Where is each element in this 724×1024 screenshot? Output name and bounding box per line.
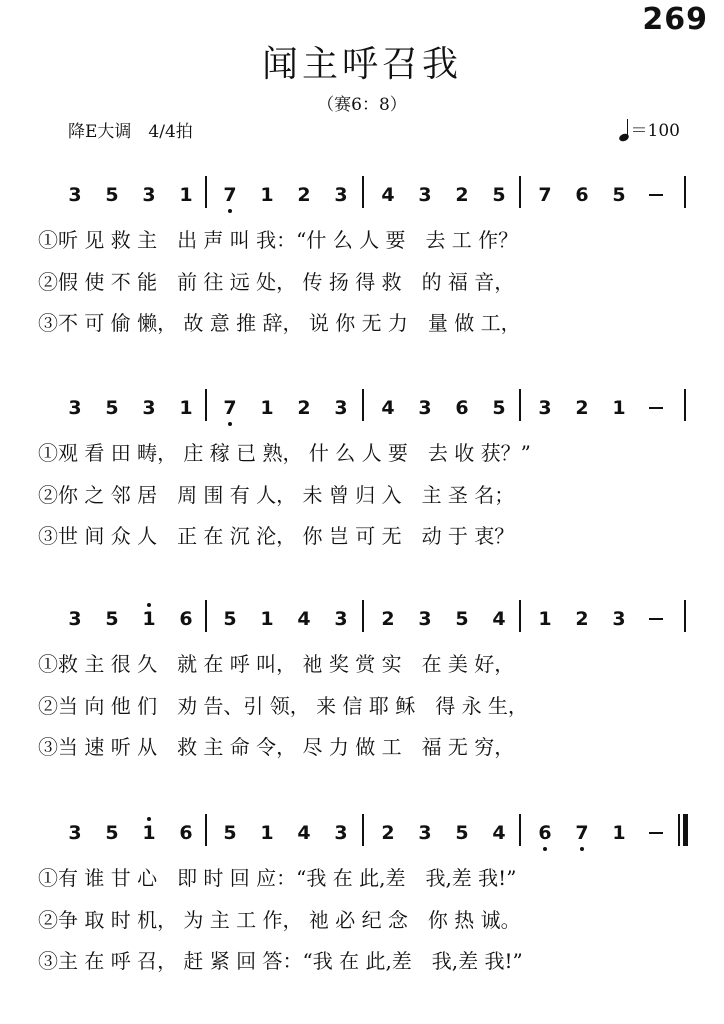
note: 5: [492, 184, 506, 206]
note: 1: [179, 184, 193, 206]
note: 3: [334, 822, 348, 844]
barline: [362, 814, 364, 846]
page-number: 269: [642, 2, 708, 37]
music-row: [0, 176, 724, 216]
lyric-line: ③世 间 众 人 正 在 沉 沦， 你 岂 可 无 动 于 衷？: [38, 524, 515, 548]
note: 1: [538, 608, 552, 630]
octave-up-dot: [147, 603, 151, 607]
note: 2: [381, 822, 395, 844]
note: 5: [105, 397, 119, 419]
final-barline-thin: [678, 814, 680, 846]
sustain-dash: [649, 407, 663, 409]
note: 7: [538, 184, 552, 206]
scripture-reference: （赛6：8）: [317, 95, 407, 115]
note: 3: [68, 184, 82, 206]
lyric-line: ②假 使 不 能 前 往 远 处， 传 扬 得 救 的 福 音，: [38, 270, 515, 294]
note: 6: [575, 184, 589, 206]
note: 4: [492, 608, 506, 630]
lyric-line: ②当 向 他 们 劝 告、引 领， 来 信 耶 稣 得 永 生，: [38, 694, 528, 718]
note: 3: [334, 608, 348, 630]
tempo-marking: [619, 116, 680, 141]
note: 7: [220, 397, 240, 419]
note: 3: [68, 608, 82, 630]
barline: [684, 389, 686, 421]
octave-down-dot: [543, 847, 547, 851]
note: 5: [455, 822, 469, 844]
sustain-dash: [649, 832, 663, 834]
music-row: [0, 389, 724, 429]
barline: [684, 176, 686, 208]
barline: [362, 389, 364, 421]
octave-down-dot: [228, 209, 232, 213]
quarter-note-icon: [619, 119, 629, 141]
final-barline-thick: [683, 814, 688, 846]
lyric-line: ③不 可 偷 懒， 故 意 推 辞， 说 你 无 力 量 做 工，: [38, 311, 521, 335]
note: 1: [260, 397, 274, 419]
note: 3: [418, 822, 432, 844]
lyric-line: ③主 在 呼 召， 赶 紧 回 答：“我 在 此,差 我,差 我!”: [38, 949, 523, 973]
note: 2: [575, 397, 589, 419]
tempo-value: ＝100: [630, 121, 680, 141]
note: 3: [418, 397, 432, 419]
note: 5: [455, 608, 469, 630]
barline: [205, 389, 207, 421]
note: 3: [418, 184, 432, 206]
lyric-line: ①听 见 救 主 出 声 叫 我：“什 么 人 要 去 工 作？: [38, 228, 519, 252]
barline: [519, 389, 521, 421]
note: 1: [612, 397, 626, 419]
sustain-dash: [649, 618, 663, 620]
barline: [519, 600, 521, 632]
note: 4: [381, 184, 395, 206]
note: 3: [142, 184, 156, 206]
note: 2: [297, 184, 311, 206]
note: 7: [572, 822, 592, 844]
octave-up-dot: [147, 817, 151, 821]
note: 3: [418, 608, 432, 630]
lyric-line: ②你 之 邻 居 周 围 有 人， 未 曾 归 入 主 圣 名；: [38, 483, 515, 507]
note: 6: [455, 397, 469, 419]
barline: [205, 814, 207, 846]
note: 3: [612, 608, 626, 630]
music-row: [0, 814, 724, 854]
note: 4: [297, 822, 311, 844]
note: 6: [179, 822, 193, 844]
octave-down-dot: [580, 847, 584, 851]
note: 3: [68, 822, 82, 844]
note: 1: [260, 608, 274, 630]
note: 1: [260, 822, 274, 844]
note: 5: [223, 822, 237, 844]
note: 4: [297, 608, 311, 630]
note: 6: [179, 608, 193, 630]
music-row: [0, 600, 724, 640]
note: 3: [334, 397, 348, 419]
lyric-line: ①救 主 很 久 就 在 呼 叫， 祂 奖 赏 实 在 美 好，: [38, 652, 515, 676]
note: 1: [179, 397, 193, 419]
note: 2: [455, 184, 469, 206]
note: 1: [612, 822, 626, 844]
note: 3: [538, 397, 552, 419]
sustain-dash: [649, 194, 663, 196]
note: 2: [297, 397, 311, 419]
note: 3: [68, 397, 82, 419]
barline: [362, 176, 364, 208]
note: 5: [492, 397, 506, 419]
note: 3: [142, 397, 156, 419]
note: 5: [105, 184, 119, 206]
note: 3: [334, 184, 348, 206]
note: 2: [381, 608, 395, 630]
note: 4: [492, 822, 506, 844]
lyric-line: ②争 取 时 机， 为 主 工 作， 祂 必 纪 念 你 热 诚。: [38, 908, 521, 932]
note: 1: [139, 822, 159, 844]
barline: [519, 176, 521, 208]
barline: [362, 600, 364, 632]
note: 1: [139, 608, 159, 630]
lyric-line: ①有 谁 甘 心 即 时 回 应：“我 在 此,差 我,差 我!”: [38, 866, 517, 890]
barline: [205, 176, 207, 208]
lyric-line: ③当 速 听 从 救 主 命 令， 尽 力 做 工 福 无 穷，: [38, 735, 515, 759]
barline: [684, 600, 686, 632]
note: 4: [381, 397, 395, 419]
note: 2: [575, 608, 589, 630]
note: 7: [220, 184, 240, 206]
octave-down-dot: [228, 422, 232, 426]
hymn-title: 闻主呼召我: [261, 44, 462, 85]
barline: [205, 600, 207, 632]
note: 5: [612, 184, 626, 206]
note: 5: [105, 608, 119, 630]
note: 5: [105, 822, 119, 844]
note: 5: [223, 608, 237, 630]
barline: [519, 814, 521, 846]
key-signature: 降E大调 4/4拍: [68, 122, 193, 142]
lyric-line: ①观 看 田 畴， 庄 稼 已 熟， 什 么 人 要 去 收 获？”: [38, 441, 531, 465]
note: 1: [260, 184, 274, 206]
note: 6: [535, 822, 555, 844]
